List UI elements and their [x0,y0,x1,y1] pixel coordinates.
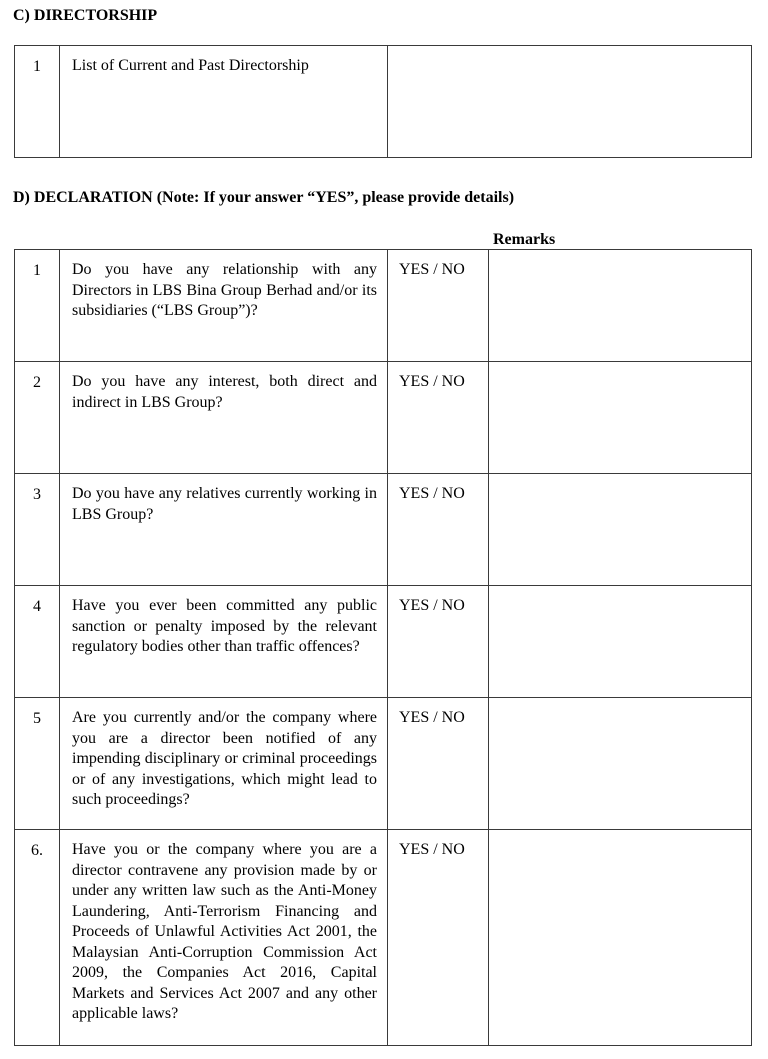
remarks-column-header: Remarks [493,231,556,248]
directorship-label: List of Current and Past Directorship [60,46,388,158]
question-text: Have you or the company where you are a director contravene any provision made by or under any written law such as the Anti-Money Laundering, Anti-Terrorism Financing and Proceeds of Unlawful Activities Act 2001, the Malaysian Anti-Corruption Commission Act 2009, the Companies Act 2016, Capital Markets and Services Act 2007 and any other applicable laws? [60,830,388,1046]
table-row [15,362,752,474]
yes-no-option[interactable]: YES / NO [388,698,489,830]
question-text: Do you have any interest, both direct and indirect in LBS Group? [60,362,388,474]
row-number: 2 [15,362,60,474]
table-row [15,250,752,362]
remarks-cell[interactable] [489,362,752,474]
table-row [15,698,752,830]
yes-no-option[interactable]: YES / NO [388,474,489,586]
yes-no-option[interactable]: YES / NO [388,250,489,362]
section-d-title: D) DECLARATION (Note: If your answer “YES”, please provide details) [13,189,515,206]
row-number: 5 [15,698,60,830]
directorship-input-cell[interactable] [388,46,752,158]
row-number: 3 [15,474,60,586]
remarks-cell[interactable] [489,586,752,698]
remarks-cell[interactable] [489,474,752,586]
table-row [15,586,752,698]
question-text: Are you currently and/or the company where you are a director been notified of any impending disciplinary or criminal proceedings or of any investigations, which might lead to such proceedings? [60,698,388,830]
section-c-title: C) DIRECTORSHIP [13,7,158,24]
row-number: 1 [15,46,60,158]
row-number: 6. [15,830,60,1046]
declaration-table [14,249,752,1046]
yes-no-option[interactable]: YES / NO [388,586,489,698]
row-number: 1 [15,250,60,362]
yes-no-option[interactable]: YES / NO [388,362,489,474]
question-text: Have you ever been committed any public sanction or penalty imposed by the relevant regulatory bodies other than traffic offences? [60,586,388,698]
table-row [15,830,752,1046]
table-row [15,46,752,158]
row-number: 4 [15,586,60,698]
question-text: Do you have any relationship with any Directors in LBS Bina Group Berhad and/or its subsidiaries (“LBS Group”)? [60,250,388,362]
remarks-cell[interactable] [489,250,752,362]
remarks-cell[interactable] [489,698,752,830]
directorship-table [14,45,752,158]
question-text: Do you have any relatives currently working in LBS Group? [60,474,388,586]
yes-no-option[interactable]: YES / NO [388,830,489,1046]
table-row [15,474,752,586]
remarks-cell[interactable] [489,830,752,1046]
